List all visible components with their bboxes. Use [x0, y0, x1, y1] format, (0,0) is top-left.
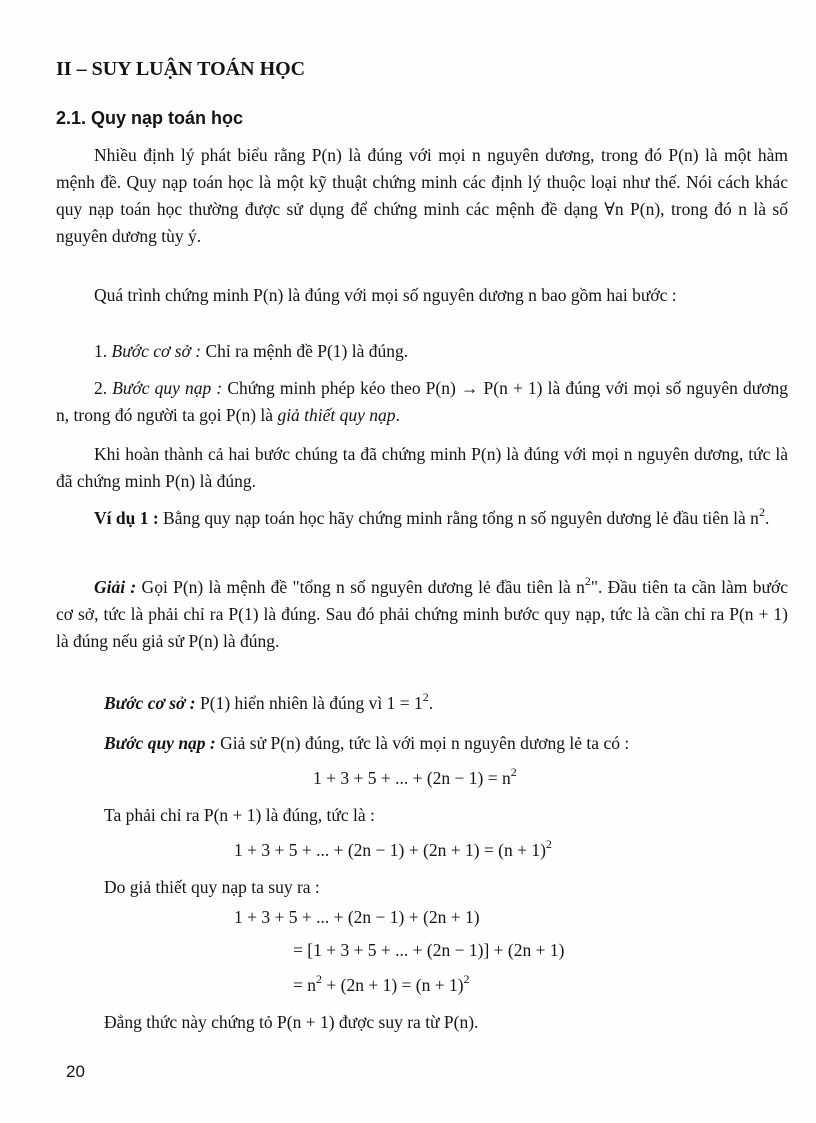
- equation-goal: 1 + 3 + 5 + ... + $(2n - 1) + (2n + 1) = (n + 1)^2$: [234, 837, 552, 860]
- page-number: 20: [66, 1062, 85, 1081]
- induction-step-line: Bước quy nạp : Giả sử P(n) đúng, tức là với mọi n nguyên dương lẻ ta có :: [104, 733, 630, 753]
- step-base: 1. Bước cơ sở : Chỉ ra mệnh đề P(1) là đúng.: [94, 341, 409, 361]
- paragraph-final: Đẳng thức này chứng tỏ P(n + 1) được suy ra từ P(n).: [104, 1012, 479, 1032]
- step-induction-label: Bước quy nạp :: [112, 378, 223, 398]
- equation-hypothesis: 1 + 3 + 5 + ... + $(2n - 1) = n^2$: [313, 765, 517, 788]
- step-induction: 2. Bước quy nạp : Chứng minh phép kéo theo P(n) → P(n + 1) là đúng với mọi số nguyên dương n, trong đó người ta gọi P(n) là giả thiết quy nạp.: [56, 378, 789, 425]
- base-case-line: Bước cơ sở : P(1) hiển nhiên là đúng vì $1 = 1^2$.: [104, 690, 434, 713]
- paragraph-to-show: Ta phải chỉ ra P(n + 1) là đúng, tức là :: [104, 805, 375, 825]
- example-label: Ví dụ 1 :: [94, 508, 159, 528]
- paragraph-derive: Do giả thiết quy nạp ta suy ra :: [104, 877, 320, 897]
- step-base-label: Bước cơ sở :: [111, 341, 202, 361]
- equation-derivation-1: 1 + 3 + 5 + ... + (2n − 1) + (2n + 1): [234, 907, 480, 927]
- base-case-label: Bước cơ sở :: [104, 693, 196, 713]
- solution-paragraph: Giải : Gọi P(n) là mệnh đề "tổng n số nguyên dương lẻ đầu tiên là $n^2$". Đầu tiên ta cần làm bước cơ sở, tức là phải chỉ ra P(1) là đúng. Sau đó phải chứng minh bước quy nạp, tức là cần chỉ ra P(n + 1) là đúng nếu giả sử P(n) là đúng.: [56, 574, 788, 651]
- paragraph-intro: Nhiều định lý phát biểu rằng P(n) là đúng với mọi n nguyên dương, trong đó P(n) là một hàm mệnh đề. Quy nạp toán học là một kỹ thuật chứng minh các định lý thuộc loại như thế. Nói cách khác quy nạp toán học thường được sử dụng để chứng minh các mệnh đề dạng ∀n P(n), trong đó n là số nguyên dương tùy ý.: [56, 145, 788, 246]
- equation-derivation-3: = $n^2 + (2n + 1) = (n + 1)^2$: [293, 972, 470, 995]
- subsection-title: 2.1. Quy nạp toán học: [56, 108, 244, 128]
- example-statement: Ví dụ 1 : Bằng quy nạp toán học hãy chứng minh rằng tổng n số nguyên dương lẻ đầu tiên là $n^2$.: [94, 505, 770, 528]
- induction-step-label: Bước quy nạp :: [104, 733, 216, 753]
- solution-label: Giải :: [94, 577, 137, 597]
- equation-derivation-2: = [1 + 3 + 5 + ... + (2n − 1)] + (2n + 1): [293, 940, 565, 960]
- induction-hypothesis-term: giả thiết quy nạp: [277, 405, 396, 425]
- paragraph-conclusion: Khi hoàn thành cả hai bước chúng ta đã chứng minh P(n) là đúng với mọi n nguyên dương, tức là đã chứng minh P(n) là đúng.: [56, 444, 788, 491]
- paragraph-process: Quá trình chứng minh P(n) là đúng với mọi số nguyên dương n bao gồm hai bước :: [94, 285, 677, 305]
- section-title: II – SUY LUẬN TOÁN HỌC: [56, 58, 306, 80]
